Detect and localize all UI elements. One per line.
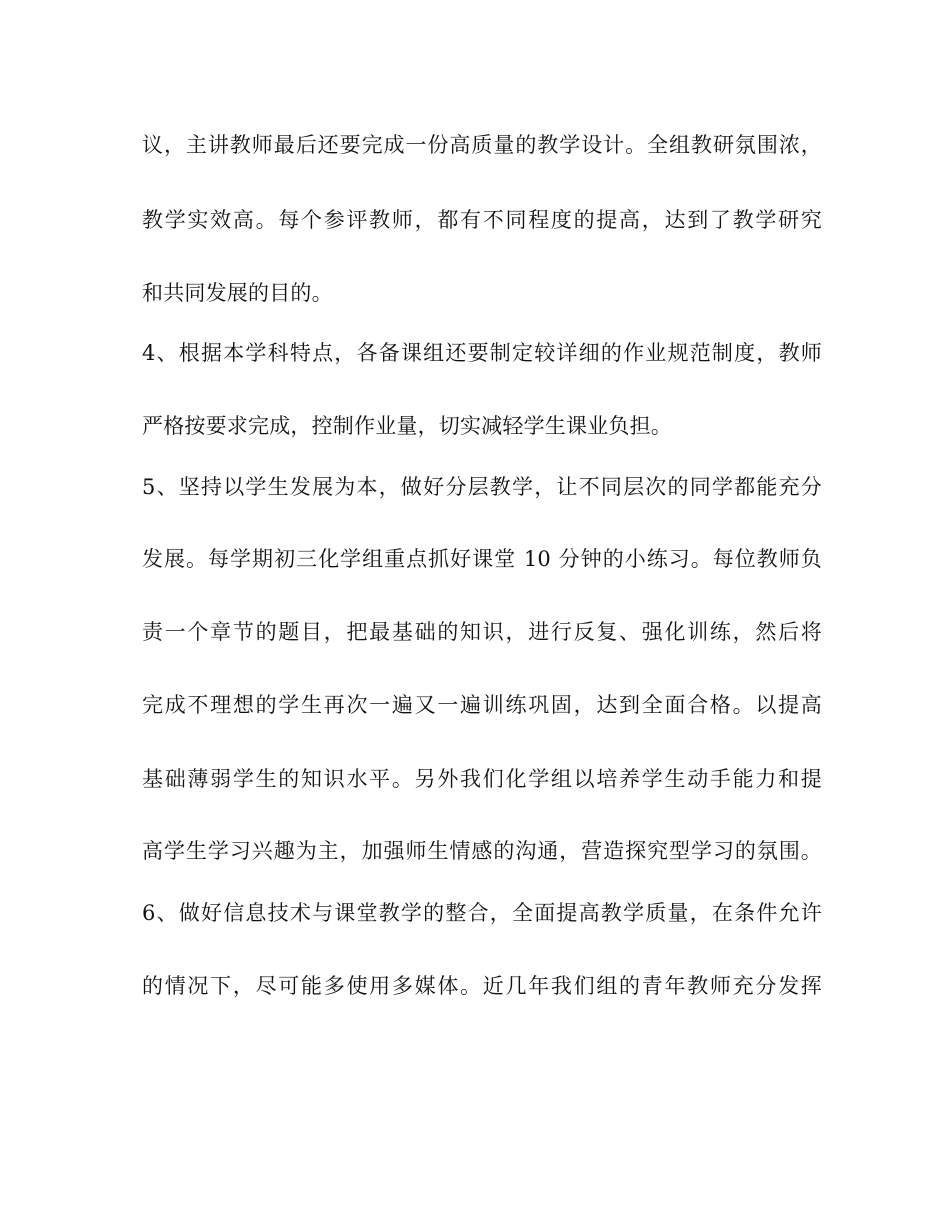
paragraph-line: 4、根据本学科特点，各备课组还要制定较详细的作业规范制度，教师 [142, 341, 822, 365]
paragraph-line: 严格按要求完成，控制作业量，切实减轻学生课业负担。 [142, 414, 672, 438]
paragraph-line: 5、坚持以学生发展为本，做好分层教学，让不同层次的同学都能充分 [142, 475, 822, 499]
paragraph-line: 议，主讲教师最后还要完成一份高质量的教学设计。全组教研氛围浓， [142, 133, 822, 157]
paragraph-line: 和共同发展的目的。 [142, 281, 333, 305]
paragraph-line: 教学实效高。每个参评教师，都有不同程度的提高，达到了教学研究 [142, 208, 822, 232]
paragraph-line: 高学生学习兴趣为主，加强师生情感的沟通，营造探究型学习的氛围。 [142, 839, 822, 863]
paragraph-line: 完成不理想的学生再次一遍又一遍训练巩固，达到全面合格。以提高 [142, 693, 822, 717]
paragraph-line: 的情况下，尽可能多使用多媒体。近几年我们组的青年教师充分发挥 [142, 974, 822, 998]
paragraph-line: 6、做好信息技术与课堂教学的整合，全面提高教学质量，在条件允许 [142, 901, 822, 925]
paragraph-line: 基础薄弱学生的知识水平。另外我们化学组以培养学生动手能力和提 [142, 767, 822, 791]
paragraph-line: 责一个章节的题目，把最基础的知识，进行反复、强化训练，然后将 [142, 620, 822, 644]
paragraph-line: 发展。每学期初三化学组重点抓好课堂 10 分钟的小练习。每位教师负 [142, 547, 822, 571]
